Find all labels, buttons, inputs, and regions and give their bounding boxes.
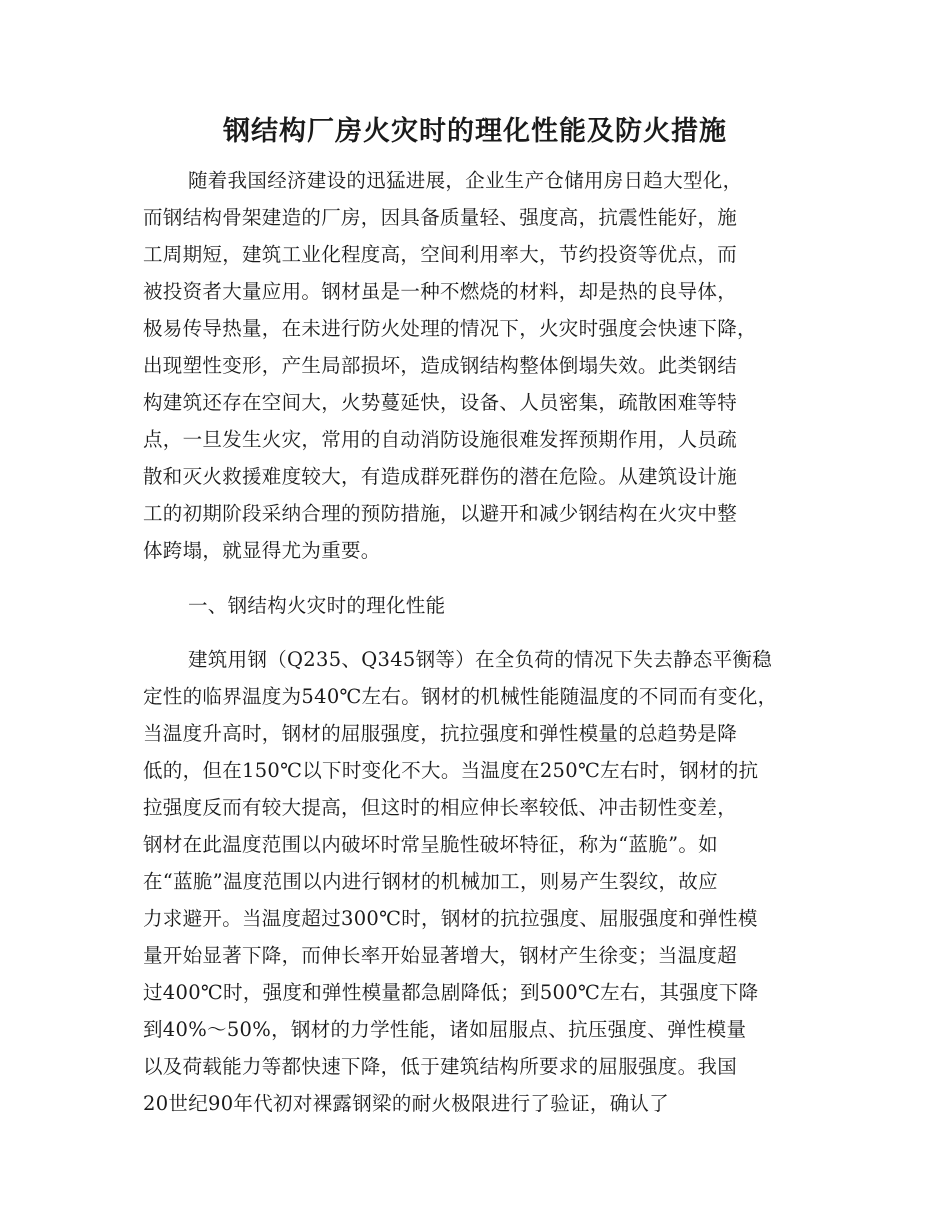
paragraph-2-line: 以及荷载能力等都快速下降，低于建筑结构所要求的屈服强度。我国 — [143, 1055, 738, 1078]
paragraph-2-line: 到40%～50%，钢材的力学性能，诸如屈服点、抗压强度、弹性模量 — [143, 1018, 747, 1041]
paragraph-2-line: 过400℃时，强度和弹性模量都急剧降低；到500℃左右，其强度下降 — [143, 981, 759, 1004]
paragraph-2-line: 20世纪90年代初对裸露钢梁的耐火极限进行了验证，确认了 — [143, 1092, 670, 1115]
paragraph-2-line: 当温度升高时，钢材的屈服强度，抗拉强度和弹性模量的总趋势是降 — [143, 722, 738, 745]
section-heading: 一、钢结构火灾时的理化性能 — [188, 594, 446, 617]
paragraph-1-line: 构建筑还存在空间大，火势蔓延快，设备、人员密集，疏散困难等特 — [143, 391, 738, 414]
paragraph-1-line: 随着我国经济建设的迅猛进展，企业生产仓储用房日趋大型化， — [188, 169, 743, 192]
paragraph-1-line: 点，一旦发生火灾，常用的自动消防设施很难发挥预期作用，人员疏 — [143, 428, 738, 451]
paragraph-1-line: 体跨塌，就显得尤为重要。 — [143, 539, 381, 562]
paragraph-1-line: 极易传导热量，在未进行防火处理的情况下，火灾时强度会快速下降， — [143, 317, 757, 340]
document-title: 钢结构厂房火灾时的理化性能及防火措施 — [223, 116, 727, 147]
paragraph-2-line: 力求避开。当温度超过300℃时，钢材的抗拉强度、屈服强度和弹性模 — [143, 907, 758, 930]
paragraph-1-line: 出现塑性变形，产生局部损坏，造成钢结构整体倒塌失效。此类钢结 — [143, 354, 738, 377]
paragraph-2-line: 钢材在此温度范围以内破坏时常呈脆性破坏特征，称为“蓝脆”。如 — [143, 833, 718, 856]
paragraph-2-line: 拉强度反而有较大提高，但这时的相应伸长率较低、冲击韧性变差， — [143, 796, 738, 819]
paragraph-2-line: 建筑用钢（Q235、Q345钢等）在全负荷的情况下失去静态平衡稳 — [188, 648, 773, 671]
paragraph-2-line: 量开始显著下降，而伸长率开始显著增大，钢材产生徐变；当温度超 — [143, 944, 738, 967]
paragraph-2-line: 在“蓝脆”温度范围以内进行钢材的机械加工，则易产生裂纹，故应 — [143, 870, 718, 893]
paragraph-1-line: 而钢结构骨架建造的厂房，因具备质量轻、强度高，抗震性能好，施 — [143, 206, 738, 229]
paragraph-1-line: 工周期短，建筑工业化程度高，空间利用率大，节约投资等优点，而 — [143, 243, 738, 266]
paragraph-2-line: 低的，但在150℃以下时变化不大。当温度在250℃左右时，钢材的抗 — [143, 759, 759, 782]
paragraph-1-line: 工的初期阶段采纳合理的预防措施，以避开和减少钢结构在火灾中整 — [143, 502, 738, 525]
paragraph-2-line: 定性的临界温度为540℃左右。钢材的机械性能随温度的不同而有变化， — [143, 685, 778, 708]
paragraph-1-line: 散和灭火救援难度较大，有造成群死群伤的潜在危险。从建筑设计施 — [143, 465, 738, 488]
paragraph-1-line: 被投资者大量应用。钢材虽是一种不燃烧的材料，却是热的良导体， — [143, 280, 738, 303]
